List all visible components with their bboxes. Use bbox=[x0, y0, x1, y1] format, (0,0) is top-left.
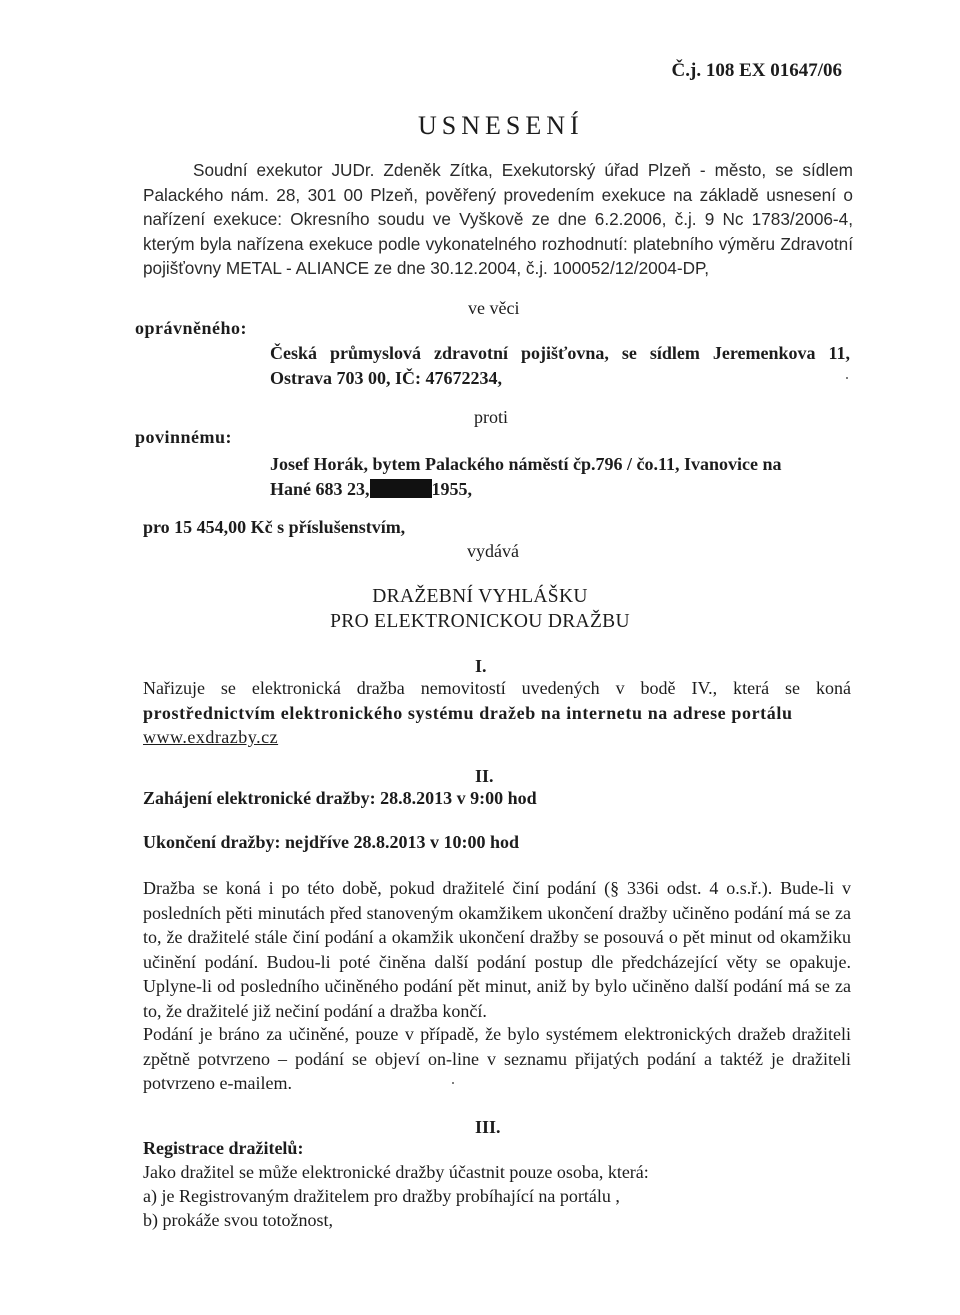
notice-heading-line-2: PRO ELEKTRONICKOU DRAŽBU bbox=[330, 611, 630, 632]
case-reference: Č.j. 108 EX 01647/06 bbox=[671, 60, 842, 81]
vydava-label: vydává bbox=[467, 541, 519, 561]
povinny-line-2a: Hané 683 23, bbox=[270, 479, 370, 499]
section-2-number: II. bbox=[475, 766, 494, 786]
scan-speck bbox=[452, 1082, 454, 1084]
exdrazby-link[interactable]: www.exdrazby.cz bbox=[143, 727, 279, 747]
claim-amount: pro 15 454,00 Kč s příslušenstvím, bbox=[143, 517, 406, 537]
section-3-line-2: a) je Registrovaným dražitelem pro dražby probíhající na portálu , bbox=[143, 1186, 620, 1206]
section-3-heading: Registrace dražitelů: bbox=[143, 1138, 304, 1158]
redaction-bar bbox=[370, 479, 432, 498]
section-3-line-1: Jako dražitel se může elektronické dražby účastnit pouze osoba, která: bbox=[143, 1162, 649, 1182]
scan-speck bbox=[846, 377, 848, 379]
ve-veci-label: ve věci bbox=[468, 298, 520, 318]
section-2-paragraph-1: Dražba se koná i po této době, pokud dražitelé činí podání (§ 336i odst. 4 o.s.ř.). Bude-li v posledních pěti minutách před stanoveným okamžikem ukončení dražby učiněno podání má se za to, že dražitelé stále činí podání a okamžik ukončení dražby se posouvá o pět minut od okamžiku učinění podání. Budou-li poté činěna další podání postup dle předcházející věty se opakuje. Uplyne-li od posledního učiněného podání pět minut, aniž by bylo učiněno další podání má se za to, že dražitelé již nečiní podání a dražba končí. bbox=[143, 878, 851, 1021]
section-1-number: I. bbox=[475, 656, 487, 676]
proti-label: proti bbox=[474, 407, 508, 427]
notice-heading-line-1: DRAŽEBNÍ VYHLÁŠKU bbox=[372, 586, 588, 607]
povinny-label: povinnému: bbox=[135, 427, 233, 447]
povinny-line-2b: 1955, bbox=[431, 479, 473, 499]
povinny-party bbox=[270, 452, 850, 502]
section-1-text-b: prostřednictvím elektronického systému dražeb na internetu na adrese portálu bbox=[143, 702, 793, 723]
auction-end: Ukončení dražby: nejdříve 28.8.2013 v 10:00 hod bbox=[143, 832, 520, 852]
section-3-line-3: b) prokáže svou totožnost, bbox=[143, 1210, 333, 1230]
section-3-number: III. bbox=[475, 1117, 501, 1137]
section-1-text-a: Nařizuje se elektronická dražba nemovitostí uvedených v bodě IV., která se koná bbox=[143, 678, 851, 698]
opravneny-party: Česká průmyslová zdravotní pojišťovna, se sídlem Jeremenkova 11, Ostrava 703 00, IČ: 47672234, bbox=[270, 343, 850, 388]
section-1-text bbox=[143, 676, 851, 750]
section-2-paragraph-2: Podání je bráno za učiněné, pouze v případě, že bylo systémem elektronických dražeb dražiteli zpětně potvrzeno – podání se objeví on-line v seznamu přijatých podání a taktéž je dražiteli potvrzeno e-mailem. bbox=[143, 1024, 851, 1093]
opravneny-label: oprávněného: bbox=[135, 318, 248, 338]
auction-start: Zahájení elektronické dražby: 28.8.2013 v 9:00 hod bbox=[143, 788, 537, 808]
document-title: USNESENÍ bbox=[418, 111, 584, 140]
povinny-line-1: Josef Horák, bytem Palackého náměstí čp.796 / čo.11, Ivanovice na bbox=[270, 454, 782, 474]
intro-paragraph: Soudní exekutor JUDr. Zdeněk Zítka, Exekutorský úřad Plzeň - město, se sídlem Palackého nám. 28, 301 00 Plzeň, pověřený provedením exekuce na základě usnesení o nařízení exekuce: Okresního soudu ve Vyškově ze dne 6.2.2006, č.j. 9 Nc 1783/2006-4, kterým byla nařízena exekuce podle vykonatelného rozhodnutí: platebního výměru Zdravotní pojišťovny METAL - ALIANCE ze dne 30.12.2004, č.j. 100052/12/2004-DP, bbox=[143, 160, 853, 278]
